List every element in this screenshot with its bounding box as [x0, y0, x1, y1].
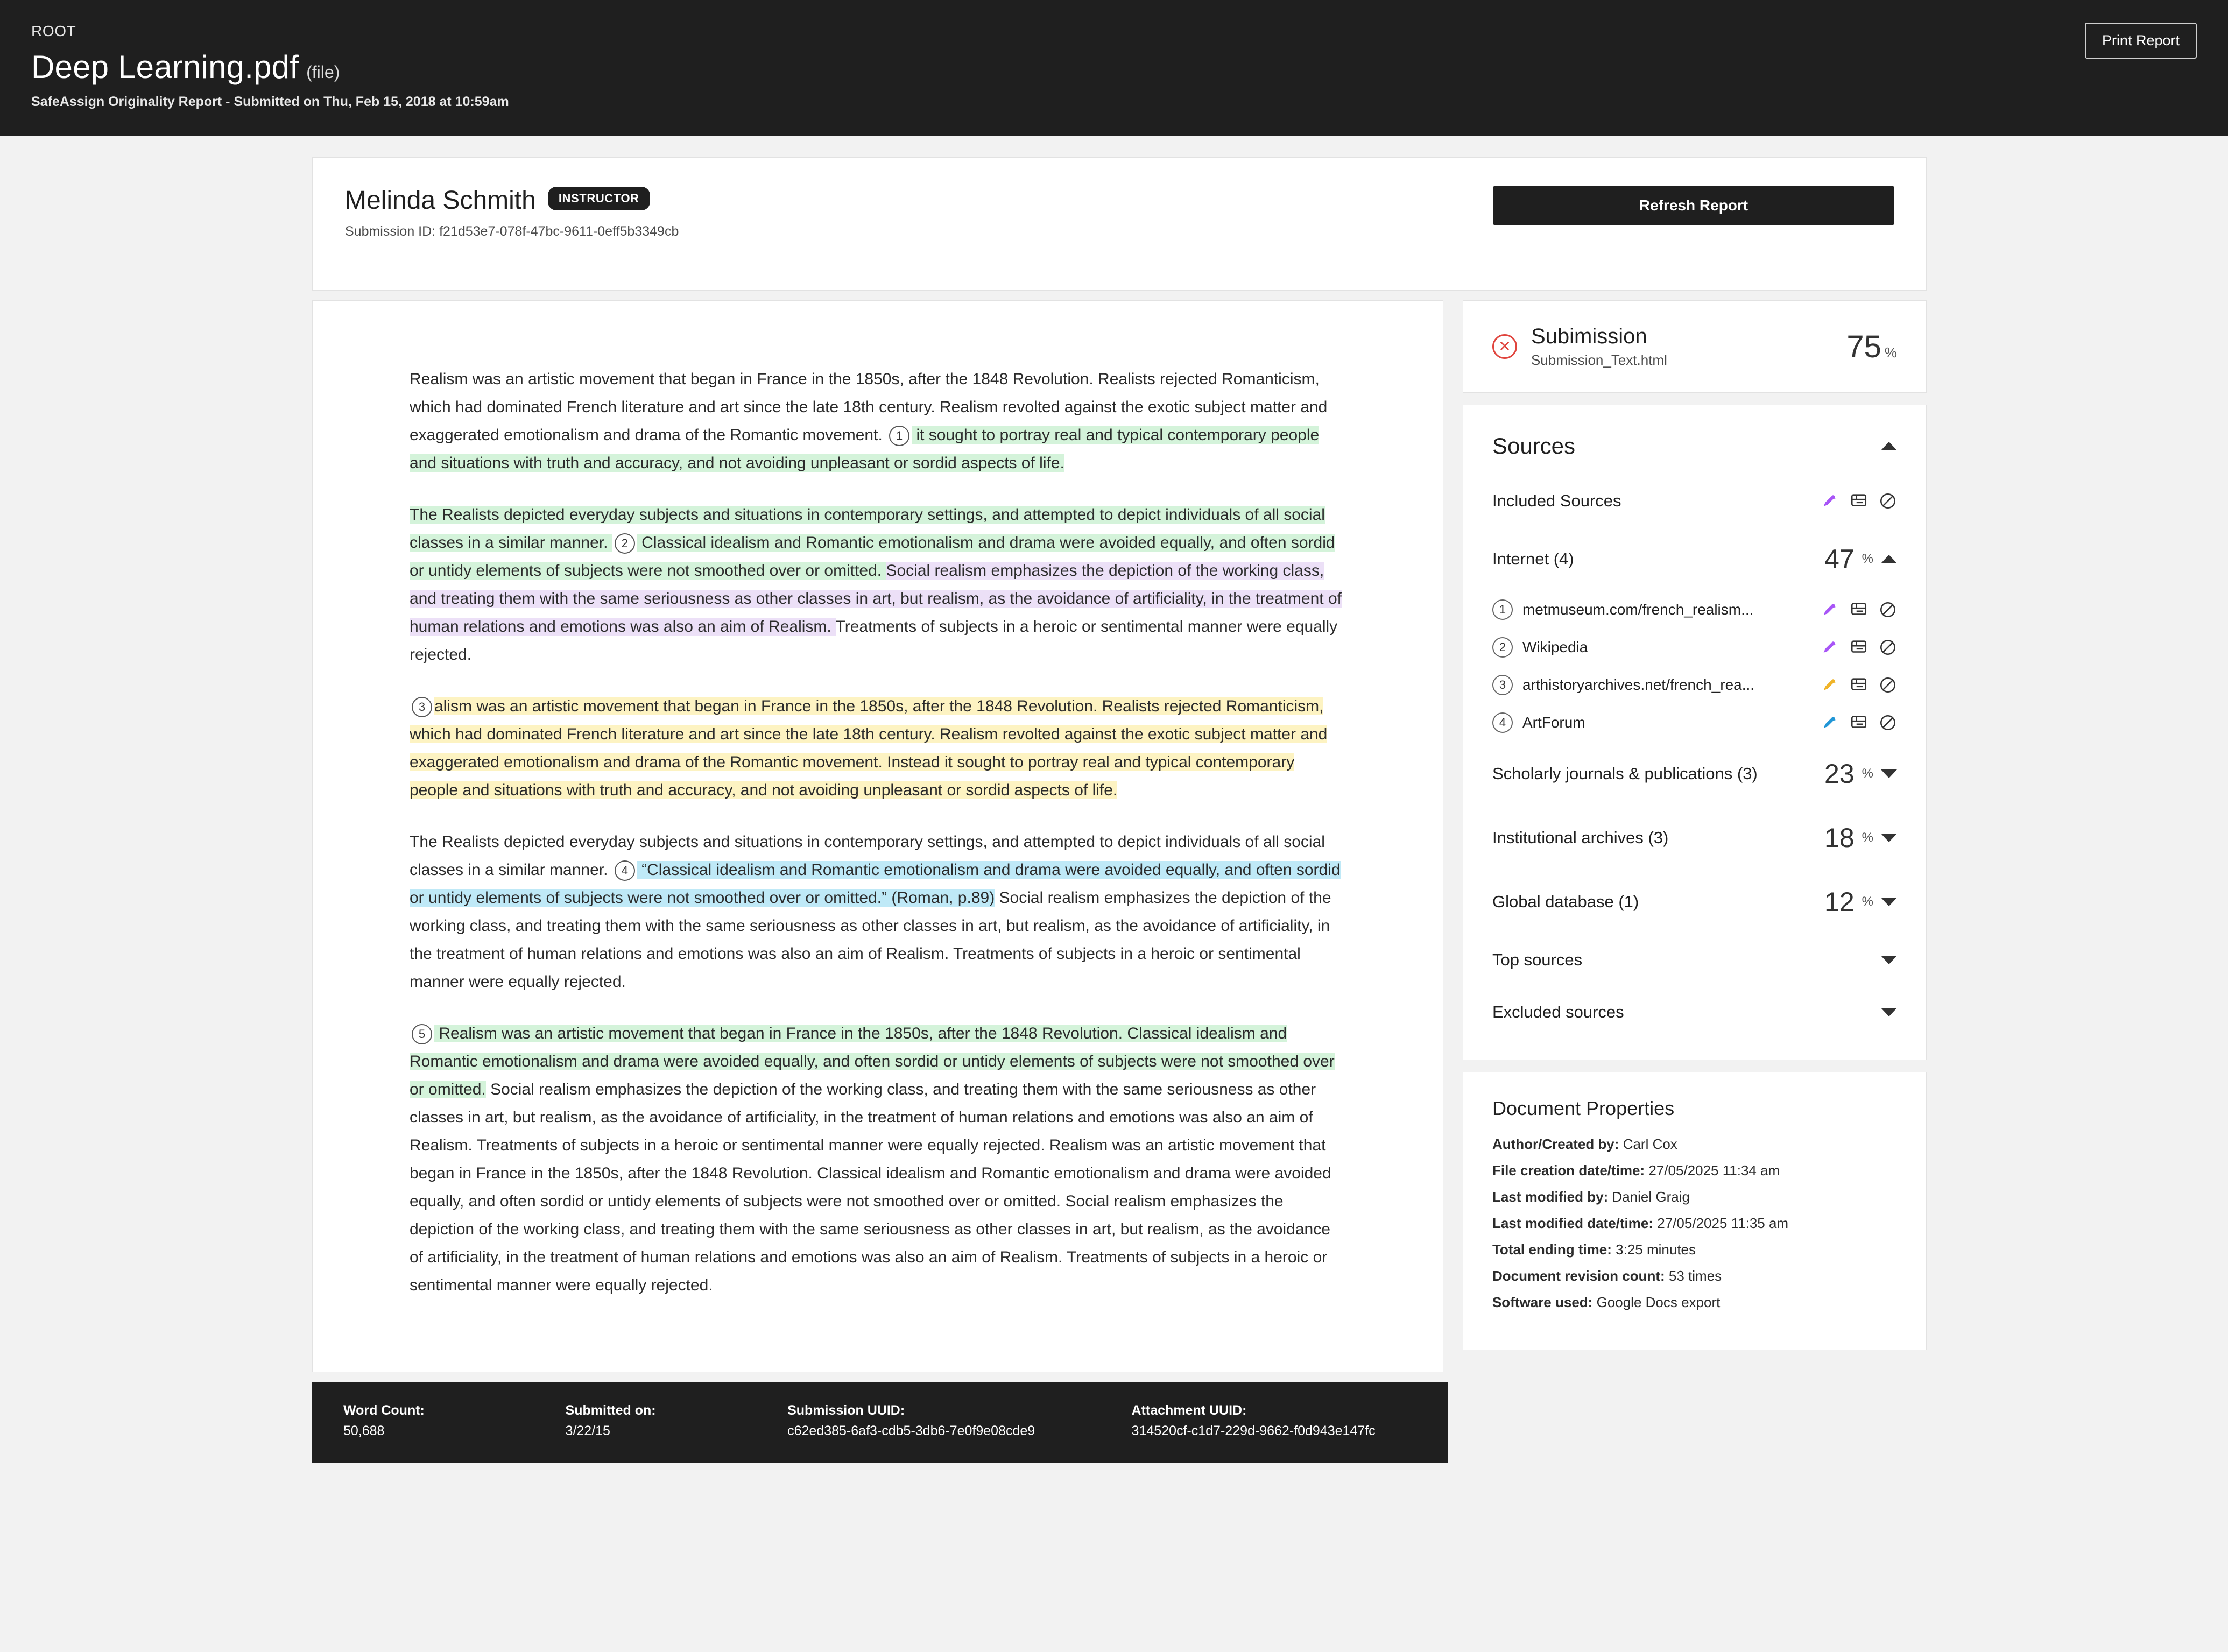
chevron-up-icon[interactable] — [1881, 555, 1897, 563]
source-item-number: 2 — [1492, 637, 1513, 658]
source-group-row[interactable] — [1492, 806, 1897, 870]
document-properties-card — [1463, 1072, 1927, 1350]
source-group-row[interactable] — [1492, 742, 1897, 806]
chevron-down-icon[interactable] — [1881, 769, 1897, 778]
source-item-number: 1 — [1492, 599, 1513, 620]
document-property — [1492, 1189, 1897, 1205]
footer-word-count-value: 50,688 — [343, 1423, 385, 1438]
app-header — [0, 0, 2228, 136]
exclude-icon[interactable] — [1879, 714, 1897, 732]
source-group-meta — [1824, 822, 1897, 853]
footer-word-count-label: Word Count: — [343, 1403, 425, 1418]
source-group-percent-unit: % — [1862, 552, 1873, 566]
submission-percent-value: 75 — [1846, 329, 1881, 364]
source-marker[interactable]: 5 — [412, 1024, 432, 1044]
document-property-label: Software used: — [1492, 1294, 1593, 1310]
page-title: Deep Learning.pdf — [31, 49, 299, 85]
citation-icon[interactable] — [1850, 601, 1868, 619]
chevron-down-icon[interactable] — [1881, 1008, 1897, 1016]
submission-score-card — [1463, 300, 1927, 393]
exclude-icon[interactable] — [1879, 638, 1897, 656]
source-action-icons — [1821, 676, 1897, 694]
source-group-label: Institutional archives (3) — [1492, 828, 1669, 847]
error-circle-icon: ✕ — [1492, 334, 1517, 359]
sources-header[interactable] — [1492, 425, 1897, 475]
source-item-name: metmuseum.com/french_realism... — [1522, 601, 1754, 618]
source-marker[interactable]: 3 — [412, 697, 432, 717]
document-property-value: Carl Cox — [1623, 1136, 1677, 1152]
source-group-percent-unit: % — [1862, 830, 1873, 845]
source-action-icons — [1821, 601, 1897, 619]
included-sources-label: Included Sources — [1492, 491, 1621, 510]
document-properties-list — [1492, 1136, 1897, 1311]
document-property — [1492, 1241, 1897, 1258]
highlighter-icon[interactable] — [1821, 601, 1839, 619]
page-body — [0, 136, 2228, 1463]
source-group-percent-unit: % — [1862, 766, 1873, 781]
document-property-label: File creation date/time: — [1492, 1162, 1645, 1178]
document-property-value: 27/05/2025 11:34 am — [1648, 1162, 1780, 1178]
highlighted-text[interactable]: Social realism emphasizes the depiction of the working class, and treating them with the same seriousness as other classes in art, but realism, as the avoidance of artificiality, in the treatment of human relations and emotions was also an aim of Realism. — [410, 562, 1342, 636]
paragraph-text: Social realism emphasizes the depiction of the working class, and treating them with the same seriousness as other classes in art, but realism, as the avoidance of artificiality, in the treatment of human relations and emotions was also an aim of Realism. Treatments of subjects in a heroic or sentimental manner were equally rejected. Realism was an artistic movement that began in France in the 1850s, after the 1848 Revolution. Classical idealism and Romantic emotionalism and drama were avoided equally, and often sordid or untidy elements of subjects were not smoothed over or omitted. Social realism emphasizes the depiction of the working class, and treating them with the same seriousness as other classes in art, but realism, as the avoidance of artificiality, in the treatment of human relations and emotions was also an aim of Realism. Treatments of subjects in a heroic or sentimental manner were equally rejected. — [410, 1081, 1331, 1294]
citation-icon[interactable] — [1850, 492, 1868, 510]
footer-attachment-uuid — [1132, 1400, 1416, 1444]
chevron-down-icon[interactable] — [1881, 898, 1897, 906]
submission-id-value: f21d53e7-078f-47bc-9611-0eff5b3349cb — [439, 224, 679, 239]
paragraph-text: Social realism emphasizes the depiction of the working class, and treating them with the same seriousness as other classes in art, but realism, as the avoidance of artificiality, in the treatment of human relations and emotions was also an aim of Realism. Treatments of subjects in a heroic or sentimental manner were equally rejected. — [410, 889, 1331, 991]
source-item-number: 3 — [1492, 675, 1513, 695]
source-extra-label: Excluded sources — [1492, 1003, 1624, 1021]
citation-icon[interactable] — [1850, 676, 1868, 694]
source-group-meta — [1824, 543, 1897, 575]
highlighter-icon[interactable] — [1821, 676, 1839, 694]
print-report-button[interactable]: Print Report — [2085, 23, 2197, 59]
source-group-meta — [1824, 758, 1897, 789]
document-property-label: Author/Created by: — [1492, 1136, 1619, 1152]
highlighter-icon[interactable] — [1821, 714, 1839, 732]
footer-submission-uuid-label: Submission UUID: — [787, 1403, 905, 1418]
refresh-report-button[interactable]: Refresh Report — [1493, 186, 1894, 225]
document-property-value: Google Docs export — [1596, 1294, 1721, 1310]
student-name: Melinda Schmith — [345, 186, 536, 215]
source-item-left — [1492, 599, 1753, 620]
source-action-icons — [1821, 714, 1897, 732]
highlighted-text[interactable]: “Classical idealism and Romantic emotionalism and drama were avoided equally, and often sordid or untidy elements of subjects were not smoothed over or omitted.” (Roman, p.89) — [410, 861, 1341, 907]
document-paragraph — [410, 501, 1346, 669]
footer-submitted-on — [566, 1400, 729, 1444]
footer-bar — [312, 1382, 1448, 1463]
document-properties-title: Document Properties — [1492, 1097, 1675, 1119]
source-item-name: Wikipedia — [1522, 639, 1588, 655]
source-group-percent: 12 — [1824, 887, 1855, 917]
source-extra-row[interactable] — [1492, 934, 1897, 986]
source-group-percent: 18 — [1824, 823, 1855, 853]
highlighter-icon[interactable] — [1821, 638, 1839, 656]
source-group-row[interactable] — [1492, 870, 1897, 934]
footer-attachment-uuid-label: Attachment UUID: — [1131, 1403, 1247, 1418]
submission-id-row — [345, 224, 679, 239]
source-item-left — [1492, 712, 1585, 733]
document-property-label: Last modified by: — [1492, 1189, 1609, 1205]
source-marker[interactable]: 2 — [615, 533, 635, 554]
document-property — [1492, 1215, 1897, 1232]
source-group-percent: 23 — [1824, 759, 1855, 789]
document-paragraph — [410, 693, 1346, 804]
breadcrumb-root: ROOT — [31, 23, 76, 39]
exclude-icon[interactable] — [1879, 492, 1897, 510]
submission-filename: Submission_Text.html — [1531, 352, 1667, 368]
highlighted-text[interactable]: The Realists depicted everyday subjects and situations in contemporary settings, and attempted to depict individuals of all social classes in a similar manner. — [410, 506, 1325, 552]
submission-id-label: Submission ID: — [345, 224, 436, 239]
document-property — [1492, 1162, 1897, 1179]
document-title-line — [31, 48, 2197, 86]
source-marker[interactable]: 1 — [889, 426, 909, 446]
document-property — [1492, 1268, 1897, 1284]
paragraph-text: Treatments of subjects in a heroic or sentimental manner were equally rejected. — [410, 618, 1338, 663]
source-item-name: ArtForum — [1522, 714, 1585, 731]
document-property — [1492, 1136, 1897, 1153]
document-property-value: 27/05/2025 11:35 am — [1657, 1215, 1789, 1231]
source-group-meta — [1824, 886, 1897, 917]
highlighted-text[interactable]: it sought to portray real and typical contemporary people and situations with truth and accuracy, and not avoiding unpleasant or sordid aspects of life. — [410, 426, 1320, 472]
paragraph-text: The Realists depicted everyday subjects and situations in contemporary settings, and attempted to depict individuals of all social classes in a similar manner. — [410, 833, 1325, 879]
included-sources-row — [1492, 475, 1897, 527]
main-columns — [312, 300, 1927, 1372]
paragraph-text: Realism was an artistic movement that began in France in the 1850s, after the 1848 Revolution. Realists rejected Romanticism, which had dominated French literature and art since the late 18th century. Realism revolted against the exotic subject matter and exaggerated emotionalism and drama of the Romantic movement. — [410, 370, 1328, 444]
source-item-left — [1492, 675, 1754, 695]
student-info — [345, 186, 679, 239]
source-list-item[interactable] — [1492, 666, 1897, 704]
sources-title: Sources — [1492, 433, 1576, 458]
submission-percent — [1846, 329, 1897, 365]
source-item-number: 4 — [1492, 712, 1513, 733]
source-group-label: Internet (4) — [1492, 549, 1574, 568]
sources-body — [1492, 475, 1897, 1038]
submission-info — [1531, 324, 1832, 369]
document-property-label: Last modified date/time: — [1492, 1215, 1654, 1231]
footer-attachment-uuid-value: 314520cf-c1d7-229d-9662-f0d943e147fc — [1131, 1423, 1376, 1438]
highlighted-text[interactable]: Classical idealism and Romantic emotionalism and drama were avoided equally, and often sordid or untidy elements of subjects were not smoothed over or omitted. — [410, 534, 1335, 580]
chevron-up-icon[interactable] — [1881, 442, 1897, 450]
source-group-percent: 47 — [1824, 544, 1855, 574]
source-list-item[interactable] — [1492, 629, 1897, 666]
highlighted-text[interactable]: Realism was an artistic movement that began in France in the 1850s, after the 1848 Revolution. Classical idealism and Romantic emotionalism and drama were avoided equally, and often sordid or untidy elements of subjects were not smoothed over or omitted. — [410, 1025, 1335, 1098]
source-list-item[interactable] — [1492, 704, 1897, 742]
submission-title: Subimission — [1531, 324, 1647, 348]
source-item-name: arthistoryarchives.net/french_rea... — [1522, 676, 1755, 693]
document-property-label: Document revision count: — [1492, 1268, 1665, 1284]
document-paragraph — [410, 828, 1346, 996]
document-property-label: Total ending time: — [1492, 1241, 1612, 1258]
source-extra-label: Top sources — [1492, 950, 1583, 969]
student-header-card — [312, 157, 1927, 291]
sidebar — [1463, 300, 1927, 1372]
source-group-row[interactable] — [1492, 527, 1897, 591]
source-item-left — [1492, 637, 1588, 658]
highlighted-text[interactable]: alism was an artistic movement that began in France in the 1850s, after the 1848 Revolution. Realists rejected Romanticism, which had dominated French literature and art since the late 18th century. Realism revolted against the exotic subject matter and exaggerated emotionalism and drama of the Romantic movement. Instead it sought to portray real and typical contemporary people and situations with truth and accuracy, and not avoiding unpleasant or sordid aspects of life. — [410, 697, 1328, 799]
source-group-percent-unit: % — [1862, 894, 1873, 909]
footer-submission-uuid-value: c62ed385-6af3-cdb5-3db6-7e0f9e08cde9 — [787, 1423, 1035, 1438]
chevron-down-icon[interactable] — [1881, 956, 1897, 964]
content-wrapper — [312, 136, 1927, 1463]
submission-percent-unit: % — [1884, 344, 1897, 361]
document-property-value: 53 times — [1668, 1268, 1722, 1284]
source-group-label: Scholarly journals & publications (3) — [1492, 764, 1758, 783]
document-paragraph — [410, 365, 1346, 477]
student-name-row — [345, 186, 679, 215]
document-property-value: Daniel Graig — [1612, 1189, 1690, 1205]
document-viewer — [312, 300, 1443, 1372]
report-subtitle: SafeAssign Originality Report - Submitted on Thu, Feb 15, 2018 at 10:59am — [31, 94, 509, 109]
source-group-label: Global database (1) — [1492, 892, 1639, 911]
source-action-icons — [1821, 638, 1897, 656]
citation-icon[interactable] — [1850, 714, 1868, 732]
included-sources-actions — [1821, 492, 1897, 510]
document-property-value: 3:25 minutes — [1616, 1241, 1696, 1258]
source-marker[interactable]: 4 — [615, 860, 635, 881]
sources-card — [1463, 405, 1927, 1060]
footer-submission-uuid — [787, 1400, 1072, 1444]
source-extra-row[interactable] — [1492, 986, 1897, 1038]
footer-word-count — [343, 1400, 506, 1444]
file-type-label: (file) — [306, 62, 340, 82]
status-badge: INSTRUCTOR — [548, 187, 650, 210]
citation-icon[interactable] — [1850, 638, 1868, 656]
exclude-icon[interactable] — [1879, 601, 1897, 619]
footer-submitted-on-value: 3/22/15 — [565, 1423, 610, 1438]
footer-submitted-on-label: Submitted on: — [565, 1403, 656, 1418]
source-list-item[interactable] — [1492, 591, 1897, 629]
document-paragraph — [410, 1020, 1346, 1300]
source-action-icons — [1821, 492, 1897, 510]
chevron-down-icon[interactable] — [1881, 834, 1897, 842]
highlighter-icon[interactable] — [1821, 492, 1839, 510]
exclude-icon[interactable] — [1879, 676, 1897, 694]
document-property — [1492, 1294, 1897, 1311]
